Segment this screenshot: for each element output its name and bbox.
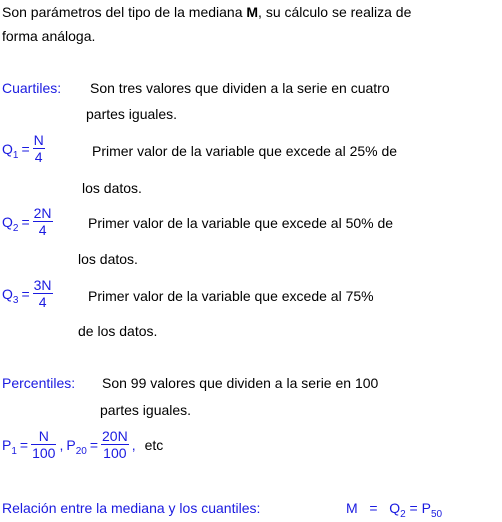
median-symbol: M (246, 4, 259, 20)
relation-m: M (346, 500, 358, 516)
q2-symbol: $Q_2$ (2, 213, 19, 234)
q2-description-cont: los datos. (78, 251, 138, 267)
relation-equals-1: = (369, 500, 378, 516)
p1-separator: , (59, 436, 64, 453)
p1-equals: = (19, 436, 29, 453)
p20-fraction (101, 428, 129, 461)
q1-equals: = (21, 140, 30, 157)
relation-equals-2: = (409, 500, 418, 516)
q3-equals: = (21, 285, 30, 302)
cuartiles-description: Son tres valores que dividen a la serie en cuatro (90, 80, 390, 96)
q2-fraction (33, 205, 53, 238)
q1-fraction (33, 132, 45, 165)
p1-denominator: 100 (32, 445, 56, 461)
p20-denominator: 100 (103, 445, 127, 461)
q1-symbol: $Q_1$ (2, 140, 19, 161)
q1-numerator: N (33, 132, 44, 148)
q2-denominator: 4 (38, 222, 47, 238)
relation-formula (346, 500, 442, 519)
q1-description-cont: los datos. (82, 180, 142, 196)
q1-description: Primer valor de la variable que excede al 25% de (92, 143, 398, 159)
p1-numerator: N (31, 428, 56, 445)
intro-line-2: forma análoga. (2, 28, 96, 44)
q2-equals: = (21, 213, 30, 230)
intro-line-1 (2, 4, 411, 20)
p1-fraction (31, 428, 56, 461)
relation-text: Relación entre la mediana y los cuantiles: (2, 500, 261, 516)
relation-p50: $P_{50}$ (421, 500, 443, 520)
q3-denominator: 4 (38, 294, 47, 310)
p20-symbol: $P_{20}$ (66, 436, 87, 457)
q2-description: Primer valor de la variable que excede al 50% de (88, 215, 394, 231)
relation-q2: $Q_2$ (389, 500, 406, 520)
cuartiles-label: Cuartiles: (2, 80, 62, 96)
intro-text-end: , su cálculo se realiza de (258, 4, 412, 20)
q1-formula (2, 132, 45, 165)
percentiles-label: Percentiles: (2, 375, 76, 391)
cuartiles-description-cont: partes iguales. (86, 106, 178, 122)
p20-equals: = (89, 436, 98, 453)
q3-description-cont: de los datos. (78, 323, 158, 339)
percentiles-description: Son 99 valores que dividen a la serie en 100 (102, 375, 379, 391)
q3-description: Primer valor de la variable que excede al 75% (88, 288, 374, 304)
percentile-formulas (2, 428, 163, 461)
q3-formula (2, 277, 53, 310)
q3-fraction (33, 277, 53, 310)
p20-numerator: 20N (102, 428, 128, 444)
q2-numerator: 2N (33, 205, 52, 221)
q3-symbol: $Q_3$ (2, 285, 19, 306)
percentiles-description-cont: partes iguales. (100, 402, 192, 418)
etc-text: etc (144, 436, 164, 453)
q2-formula (2, 205, 53, 238)
p20-separator: , (131, 436, 136, 453)
q1-denominator: 4 (34, 149, 43, 165)
intro-text: Son parámetros del tipo de la mediana (2, 4, 247, 20)
p1-symbol: $P_1$ (2, 436, 17, 457)
q3-numerator: 3N (33, 277, 52, 293)
